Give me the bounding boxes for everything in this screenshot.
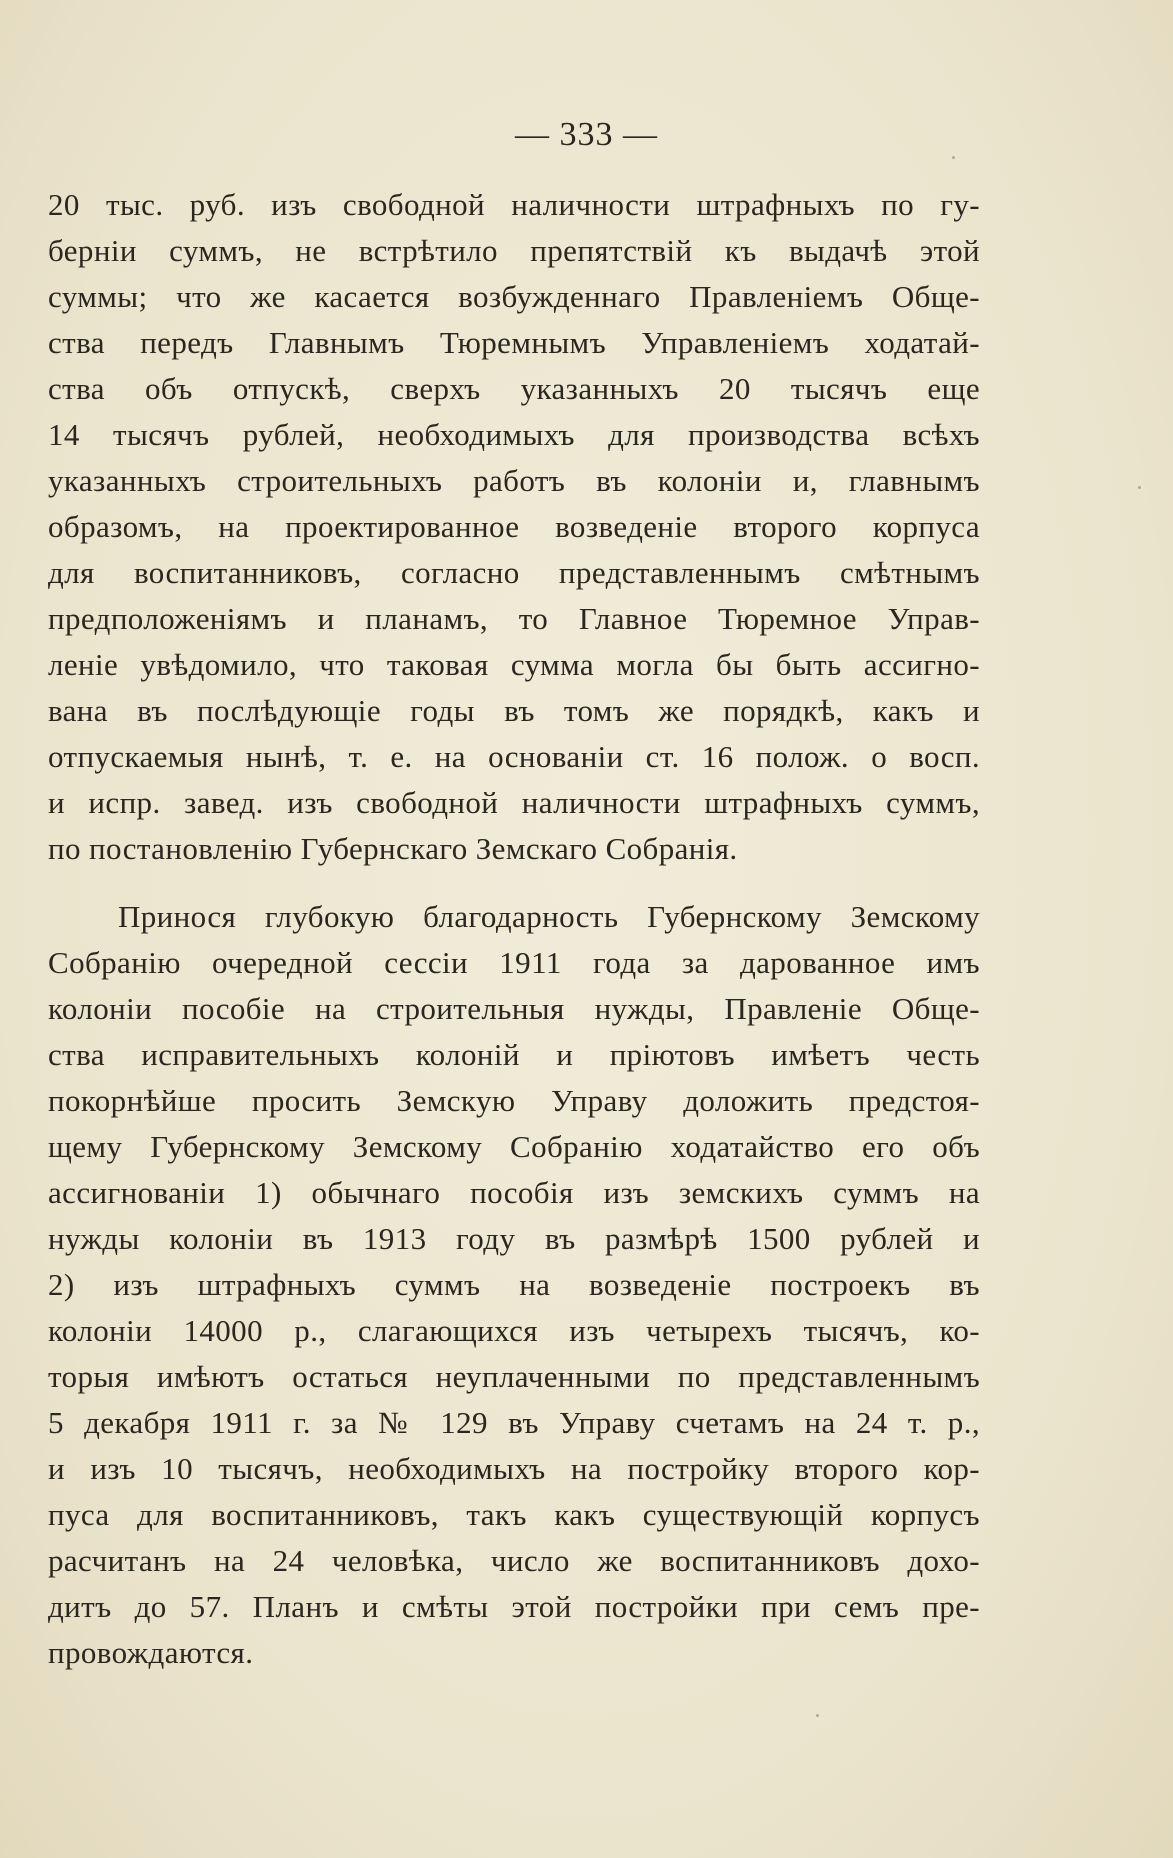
paper-speck (1138, 486, 1141, 489)
text-line: провождаются. (48, 1635, 254, 1670)
text-line: леніе увѣдомило, что таковая сумма могла бы быть ассигно- (48, 647, 980, 682)
text-line: колоніи пособіе на строительныя нужды, Правленіе Обще- (48, 991, 980, 1026)
text-line: вана въ послѣдующіе годы въ томъ же порядкѣ, какъ и (48, 693, 980, 728)
text-line: отпускаемыя нынѣ, т. е. на основаніи ст. 16 полож. о восп. (48, 739, 980, 774)
text-line: расчитанъ на 24 человѣка, число же воспитанниковъ дохо- (48, 1543, 980, 1578)
text-line: и испр. завед. изъ свободной наличности штрафныхъ суммъ, (48, 785, 980, 820)
text-line: колоніи 14000 р., слагающихся изъ четырехъ тысячъ, ко- (48, 1313, 980, 1348)
text-line: нужды колоніи въ 1913 году въ размѣрѣ 1500 рублей и (48, 1221, 980, 1256)
text-line: суммы; что же касается возбужденнаго Правленіемъ Обще- (48, 279, 980, 314)
text-line: щему Губернскому Земскому Собранію ходатайство его объ (48, 1129, 980, 1164)
text-line: образомъ, на проектированное возведеніе второго корпуса (48, 509, 980, 544)
text-line: Собранію очередной сессіи 1911 года за дарованное имъ (48, 945, 980, 980)
text-line: берніи суммъ, не встрѣтило препятствій къ выдачѣ этой (48, 233, 980, 268)
text-line: 2) изъ штрафныхъ суммъ на возведеніе построекъ въ (48, 1267, 980, 1302)
text-line: ства передъ Главнымъ Тюремнымъ Управленіемъ ходатай- (48, 325, 980, 360)
paper-speck (816, 1714, 819, 1717)
text-line: пуса для воспитанниковъ, такъ какъ существующій корпусъ (48, 1497, 980, 1532)
page-number: — 333 — (515, 116, 658, 153)
text-line: ства исправительныхъ колоній и пріютовъ имѣетъ честь (48, 1037, 980, 1072)
text-line: указанныхъ строительныхъ работъ въ колоніи и, главнымъ (48, 463, 980, 498)
text-line: 20 тыс. руб. изъ свободной наличности штрафныхъ по гу- (48, 187, 980, 222)
text-line: 14 тысячъ рублей, необходимыхъ для производства всѣхъ (48, 417, 980, 452)
text-line: для воспитанниковъ, согласно представленнымъ смѣтнымъ (48, 555, 980, 590)
text-line: торыя имѣютъ остаться неуплаченными по представленнымъ (48, 1359, 980, 1394)
text-line: дитъ до 57. Планъ и смѣты этой постройки при семъ пре- (48, 1589, 980, 1624)
text-line: и изъ 10 тысячъ, необходимыхъ на постройку второго кор- (48, 1451, 980, 1486)
text-line: Принося глубокую благодарность Губернскому Земскому (118, 899, 980, 934)
text-line: по постановленію Губернскаго Земскаго Собранія. (48, 831, 738, 866)
text-line: ства объ отпускѣ, сверхъ указанныхъ 20 тысячъ еще (48, 371, 980, 406)
text-line: покорнѣйше просить Земскую Управу доложить предстоя- (48, 1083, 980, 1118)
text-line: ассигнованіи 1) обычнаго пособія изъ земскихъ суммъ на (48, 1175, 980, 1210)
paper-speck (952, 156, 955, 159)
text-line: 5 декабря 1911 г. за № 129 въ Управу счетамъ на 24 т. р., (48, 1405, 980, 1440)
text-line: предположеніямъ и планамъ, то Главное Тюремное Управ- (48, 601, 980, 636)
